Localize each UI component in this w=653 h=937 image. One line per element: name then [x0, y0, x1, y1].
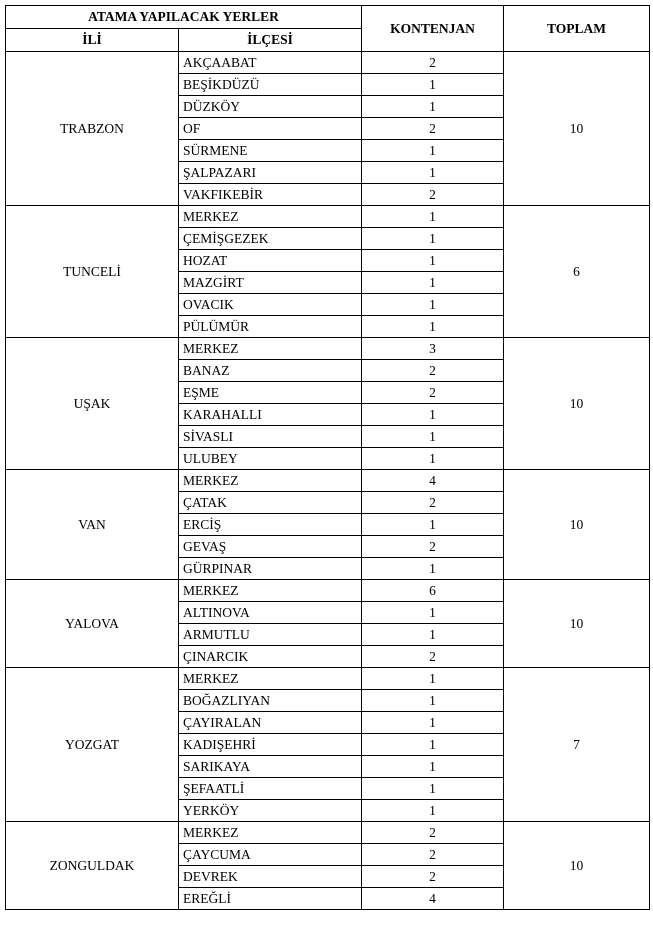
- district-cell: ARMUTLU: [179, 624, 362, 646]
- quota-cell: 2: [362, 184, 504, 206]
- district-cell: HOZAT: [179, 250, 362, 272]
- assignment-table: [5, 5, 650, 910]
- header-ili: İLİ: [6, 29, 179, 52]
- district-cell: ŞEFAATLİ: [179, 778, 362, 800]
- district-cell: GÜRPINAR: [179, 558, 362, 580]
- quota-cell: 1: [362, 250, 504, 272]
- quota-cell: 1: [362, 228, 504, 250]
- quota-cell: 6: [362, 580, 504, 602]
- district-cell: ÇAYCUMA: [179, 844, 362, 866]
- district-cell: ÇINARCIK: [179, 646, 362, 668]
- table-row: [6, 206, 650, 228]
- district-cell: MERKEZ: [179, 668, 362, 690]
- province-cell: TRABZON: [6, 52, 179, 206]
- quota-cell: 4: [362, 888, 504, 910]
- header-toplam: TOPLAM: [504, 6, 650, 52]
- table-row: [6, 338, 650, 360]
- district-cell: SÜRMENE: [179, 140, 362, 162]
- quota-cell: 1: [362, 778, 504, 800]
- quota-cell: 2: [362, 866, 504, 888]
- district-cell: MERKEZ: [179, 580, 362, 602]
- quota-cell: 1: [362, 558, 504, 580]
- district-cell: DÜZKÖY: [179, 96, 362, 118]
- total-cell: 10: [504, 52, 650, 206]
- district-cell: ÇEMİŞGEZEK: [179, 228, 362, 250]
- table-row: [6, 52, 650, 74]
- district-cell: AKÇAABAT: [179, 52, 362, 74]
- province-cell: YOZGAT: [6, 668, 179, 822]
- district-cell: KARAHALLI: [179, 404, 362, 426]
- district-cell: EREĞLİ: [179, 888, 362, 910]
- total-cell: 6: [504, 206, 650, 338]
- quota-cell: 1: [362, 96, 504, 118]
- quota-cell: 3: [362, 338, 504, 360]
- district-cell: MERKEZ: [179, 470, 362, 492]
- district-cell: SARIKAYA: [179, 756, 362, 778]
- district-cell: ALTINOVA: [179, 602, 362, 624]
- quota-cell: 1: [362, 206, 504, 228]
- district-cell: MERKEZ: [179, 822, 362, 844]
- quota-cell: 1: [362, 690, 504, 712]
- header-ilcesi: İLÇESİ: [179, 29, 362, 52]
- table-row: [6, 668, 650, 690]
- district-cell: OVACIK: [179, 294, 362, 316]
- quota-cell: 1: [362, 426, 504, 448]
- district-cell: PÜLÜMÜR: [179, 316, 362, 338]
- quota-cell: 1: [362, 624, 504, 646]
- quota-cell: 2: [362, 536, 504, 558]
- province-cell: TUNCELİ: [6, 206, 179, 338]
- quota-cell: 2: [362, 382, 504, 404]
- district-cell: MAZGİRT: [179, 272, 362, 294]
- header-kontenjan: KONTENJAN: [362, 6, 504, 52]
- district-cell: MERKEZ: [179, 338, 362, 360]
- quota-cell: 1: [362, 448, 504, 470]
- quota-cell: 1: [362, 272, 504, 294]
- quota-cell: 2: [362, 360, 504, 382]
- total-cell: 10: [504, 470, 650, 580]
- quota-cell: 1: [362, 74, 504, 96]
- quota-cell: 2: [362, 844, 504, 866]
- province-cell: ZONGULDAK: [6, 822, 179, 910]
- district-cell: BEŞİKDÜZÜ: [179, 74, 362, 96]
- district-cell: GEVAŞ: [179, 536, 362, 558]
- district-cell: VAKFIKEBİR: [179, 184, 362, 206]
- district-cell: ŞALPAZARI: [179, 162, 362, 184]
- quota-cell: 1: [362, 602, 504, 624]
- quota-cell: 1: [362, 756, 504, 778]
- total-cell: 10: [504, 822, 650, 910]
- total-cell: 7: [504, 668, 650, 822]
- district-cell: MERKEZ: [179, 206, 362, 228]
- quota-cell: 1: [362, 294, 504, 316]
- quota-cell: 1: [362, 140, 504, 162]
- province-cell: UŞAK: [6, 338, 179, 470]
- district-cell: EŞME: [179, 382, 362, 404]
- total-cell: 10: [504, 338, 650, 470]
- quota-cell: 1: [362, 734, 504, 756]
- quota-cell: 1: [362, 404, 504, 426]
- district-cell: BANAZ: [179, 360, 362, 382]
- district-cell: YERKÖY: [179, 800, 362, 822]
- quota-cell: 2: [362, 52, 504, 74]
- quota-cell: 1: [362, 712, 504, 734]
- province-cell: VAN: [6, 470, 179, 580]
- table-row: [6, 470, 650, 492]
- district-cell: DEVREK: [179, 866, 362, 888]
- district-cell: OF: [179, 118, 362, 140]
- header-atama: ATAMA YAPILACAK YERLER: [6, 6, 362, 29]
- table-body: [6, 52, 650, 910]
- district-cell: KADIŞEHRİ: [179, 734, 362, 756]
- district-cell: BOĞAZLIYAN: [179, 690, 362, 712]
- table-row: [6, 822, 650, 844]
- quota-cell: 2: [362, 646, 504, 668]
- district-cell: SİVASLI: [179, 426, 362, 448]
- district-cell: ULUBEY: [179, 448, 362, 470]
- total-cell: 10: [504, 580, 650, 668]
- quota-cell: 1: [362, 668, 504, 690]
- province-cell: YALOVA: [6, 580, 179, 668]
- quota-cell: 1: [362, 514, 504, 536]
- district-cell: ÇAYIRALAN: [179, 712, 362, 734]
- quota-cell: 4: [362, 470, 504, 492]
- quota-cell: 2: [362, 118, 504, 140]
- quota-cell: 1: [362, 162, 504, 184]
- district-cell: ÇATAK: [179, 492, 362, 514]
- quota-cell: 1: [362, 316, 504, 338]
- district-cell: ERCİŞ: [179, 514, 362, 536]
- quota-cell: 2: [362, 492, 504, 514]
- quota-cell: 1: [362, 800, 504, 822]
- quota-cell: 2: [362, 822, 504, 844]
- table-row: [6, 580, 650, 602]
